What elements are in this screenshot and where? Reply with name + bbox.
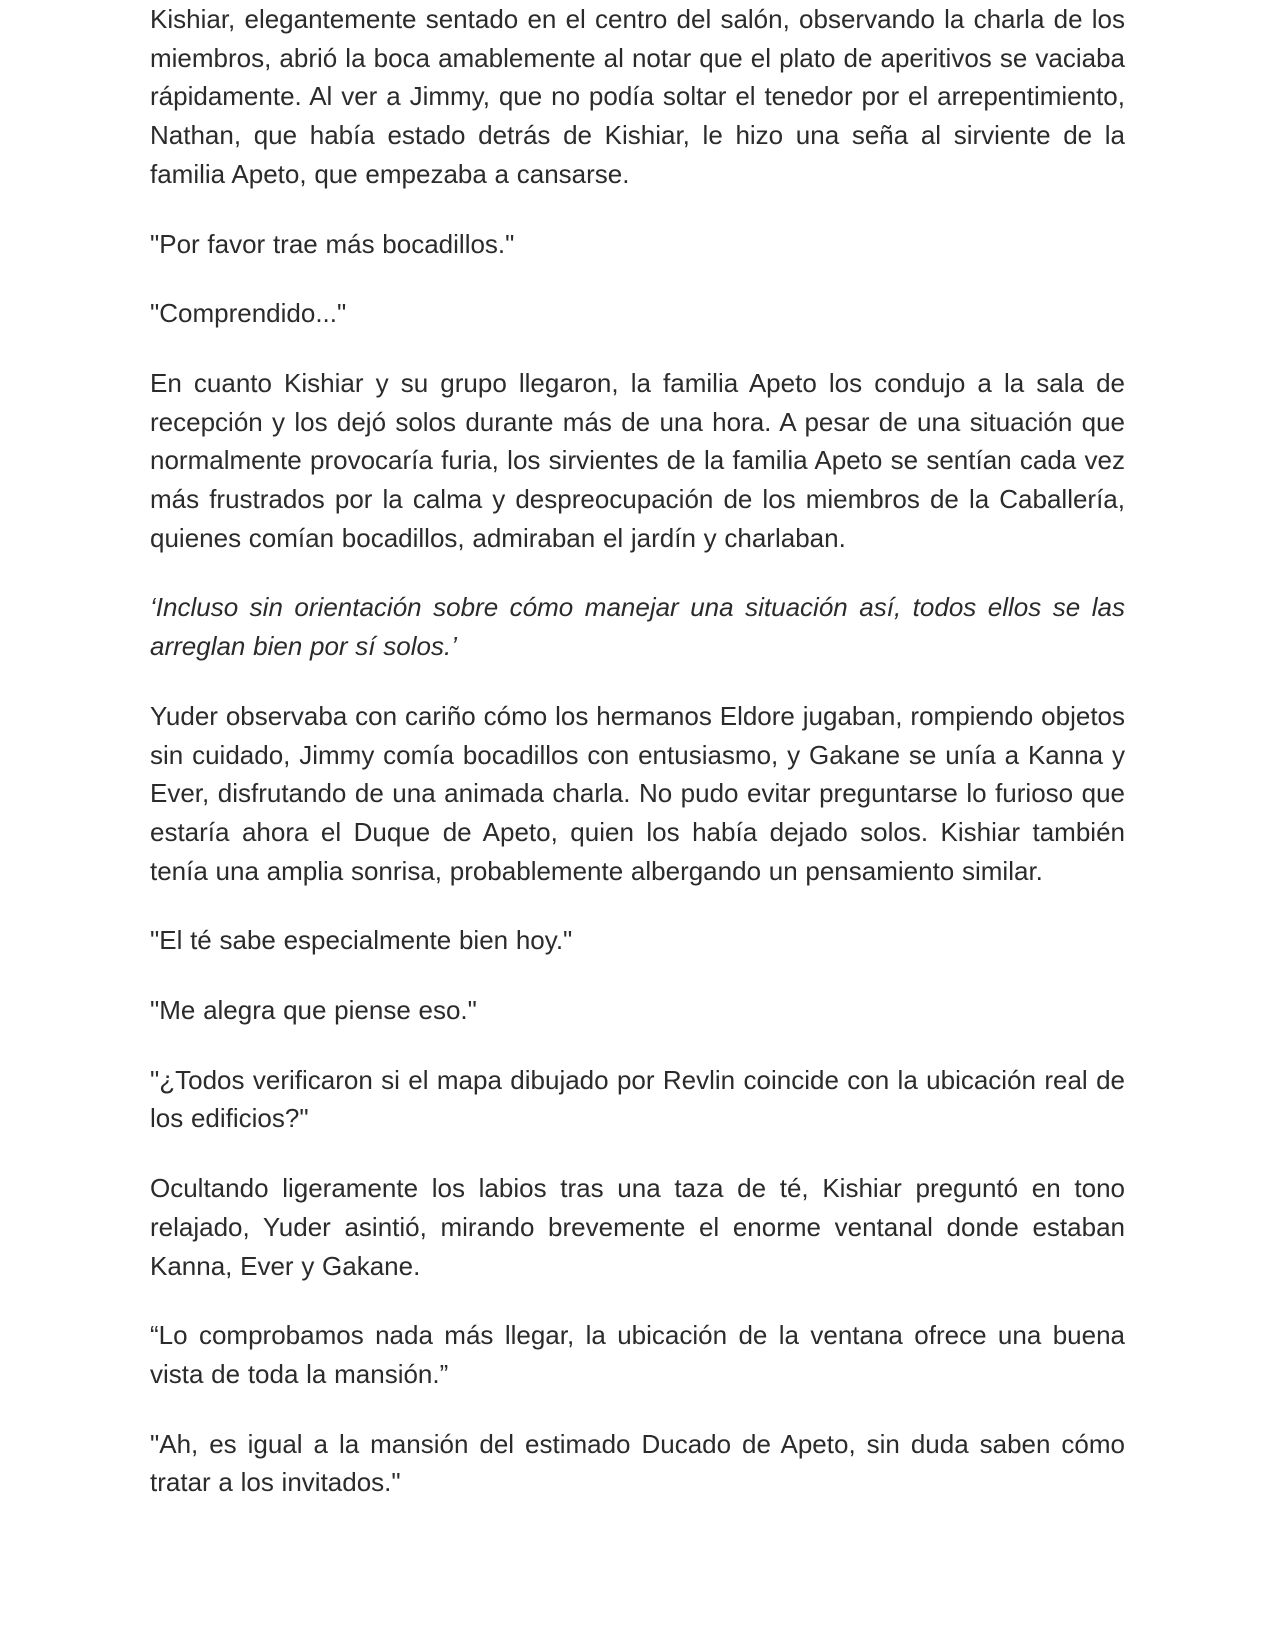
paragraph-dialogue: "Ah, es igual a la mansión del estimado Ducado de Apeto, sin duda saben cómo tratar a los invitados.": [150, 1428, 1125, 1498]
document-page: [150, 0, 1125, 1533]
paragraph-thought: ‘Incluso sin orientación sobre cómo manejar una situación así, todos ellos se las arreglan bien por sí solos.’: [150, 592, 1125, 662]
paragraph-dialogue: "Por favor trae más bocadillos.": [150, 228, 515, 259]
paragraph-dialogue: "El té sabe especialmente bien hoy.": [150, 925, 573, 956]
paragraph-narration: Ocultando ligeramente los labios tras una taza de té, Kishiar preguntó en tono relajado, Yuder asintió, mirando brevemente el enorme ventanal donde estaban Kanna, Ever y Gakane.: [150, 1173, 1125, 1281]
paragraph-narration: Kishiar, elegantemente sentado en el centro del salón, observando la charla de los miembros, abrió la boca amablemente al notar que el plato de aperitivos se vaciaba rápidamente. Al ver a Jimmy, que no podía soltar el tenedor por el arrepentimiento, Nathan, que había estado detrás de Kishiar, le hizo una seña al sirviente de la familia Apeto, que empezaba a cansarse.: [150, 4, 1125, 189]
paragraph-narration: En cuanto Kishiar y su grupo llegaron, la familia Apeto los condujo a la sala de recepción y los dejó solos durante más de una hora. A pesar de una situación que normalmente provocaría furia, los sirvientes de la familia Apeto se sentían cada vez más frustrados por la calma y despreocupación de los miembros de la Caballería, quienes comían bocadillos, admiraban el jardín y charlaban.: [150, 367, 1125, 553]
paragraph-dialogue: “Lo comprobamos nada más llegar, la ubicación de la ventana ofrece una buena vista de toda la mansión.”: [150, 1320, 1125, 1389]
paragraph-dialogue: "¿Todos verificaron si el mapa dibujado por Revlin coincide con la ubicación real de los edificios?": [150, 1064, 1125, 1134]
paragraph-dialogue: "Comprendido...": [150, 298, 347, 329]
paragraph-dialogue: "Me alegra que piense eso.": [150, 995, 477, 1026]
paragraph-narration: Yuder observaba con cariño cómo los hermanos Eldore jugaban, rompiendo objetos sin cuidado, Jimmy comía bocadillos con entusiasmo, y Gakane se unía a Kanna y Ever, disfrutando de una animada charla. No pudo evitar preguntarse lo furioso que estaría ahora el Duque de Apeto, quien los había dejado solos. Kishiar también tenía una amplia sonrisa, probablemente albergando un pensamiento similar.: [150, 700, 1125, 886]
